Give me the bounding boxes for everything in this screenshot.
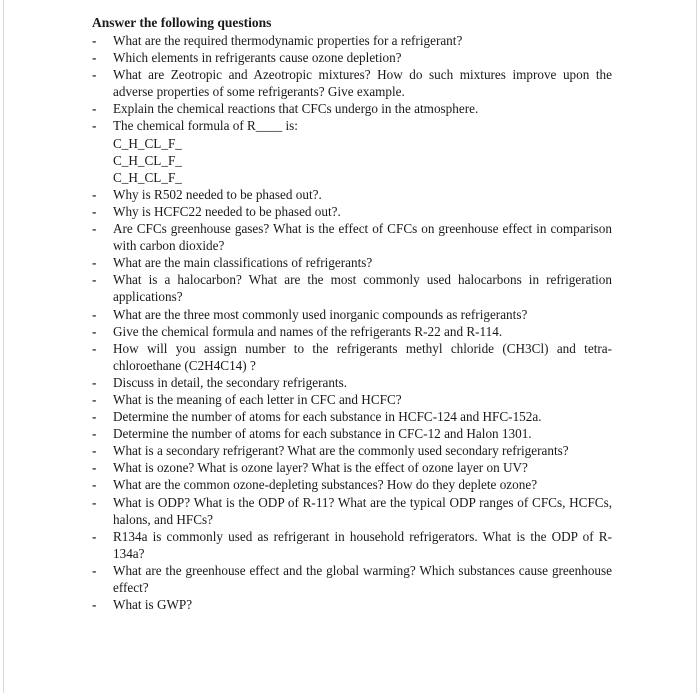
question-item: - What is ozone? What is ozone layer? What is the effect of ozone layer on UV? [92,459,612,476]
formula-line: C_H_CL_F_ [113,152,182,168]
question-item: - What are the greenhouse effect and the global warming? Which substances cause greenhouse effect? [92,562,612,596]
question-item: - Discuss in detail, the secondary refrigerants. [92,374,612,391]
question-item: - Which elements in refrigerants cause ozone depletion? [92,49,612,66]
question-item: - What are the main classifications of refrigerants? [92,254,612,271]
question-item: - Give the chemical formula and names of the refrigerants R-22 and R-114. [92,323,612,340]
question-item: - What are Zeotropic and Azeotropic mixtures? How do such mixtures improve upon the adverse properties of some refrigerants? Give example. [92,66,612,100]
page-heading: Answer the following questions [92,15,272,30]
question-item: - What is the meaning of each letter in CFC and HCFC? [92,391,612,408]
question-item: - What is GWP? [92,596,612,613]
question-item: - Why is HCFC22 needed to be phased out?. [92,203,612,220]
document-page [92,14,612,613]
question-item: - What is a secondary refrigerant? What are the commonly used secondary refrigerants? [92,442,612,459]
question-item: - The chemical formula of R____ is: [92,117,612,134]
left-border-line [3,0,4,693]
question-item: - Are CFCs greenhouse gases? What is the effect of CFCs on greenhouse effect in comparison with carbon dioxide? [92,220,612,254]
question-item: - Why is R502 needed to be phased out?. [92,186,612,203]
question-item: - R134a is commonly used as refrigerant in household refrigerators. What is the ODP of R-134a? [92,528,612,562]
right-border-line [696,0,697,693]
question-item: - Determine the number of atoms for each substance in CFC-12 and Halon 1301. [92,425,612,442]
question-item: - What is a halocarbon? What are the most commonly used halocarbons in refrigeration applications? [92,271,612,305]
formula-line: C_H_CL_F_ [113,135,182,151]
question-item: - What are the common ozone-depleting substances? How do they deplete ozone? [92,476,612,493]
question-item: - Explain the chemical reactions that CFCs undergo in the atmosphere. [92,100,612,117]
formula-line: C_H_CL_F_ [113,169,182,185]
question-item: - Determine the number of atoms for each substance in HCFC-124 and HFC-152a. [92,408,612,425]
question-item: - How will you assign number to the refrigerants methyl chloride (CH3Cl) and tetra-chloroethane (C2H4C14) ? [92,340,612,374]
question-item: - What are the three most commonly used inorganic compounds as refrigerants? [92,306,612,323]
question-item: - What is ODP? What is the ODP of R-11? What are the typical ODP ranges of CFCs, HCFCs, halons, and HFCs? [92,494,612,528]
question-list [92,32,612,613]
question-item: - What are the required thermodynamic properties for a refrigerant? [92,32,612,49]
